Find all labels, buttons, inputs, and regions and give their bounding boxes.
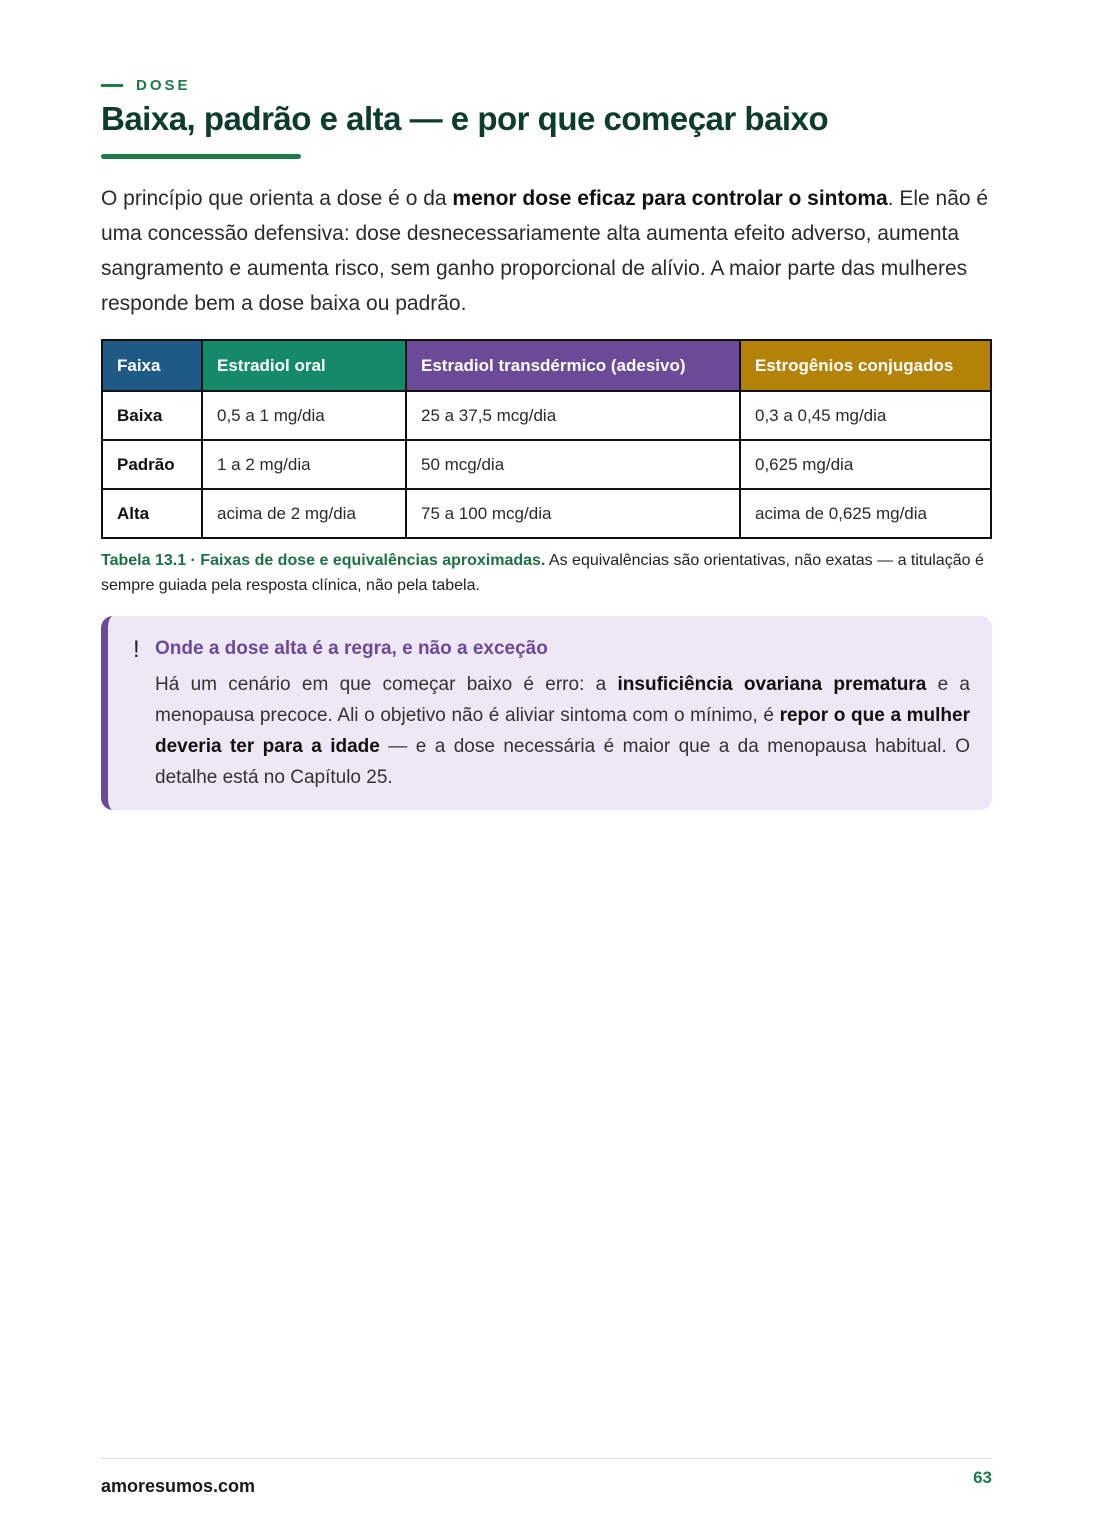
- row-label: Padrão: [102, 440, 202, 489]
- callout-title: Onde a dose alta é a regra, e não a exceção: [155, 638, 548, 659]
- callout-body: [155, 669, 970, 793]
- footer-divider: [101, 1458, 992, 1459]
- section-eyebrow: [101, 77, 191, 94]
- table-caption: [101, 548, 992, 598]
- page-title: Baixa, padrão e alta — e por que começar baixo: [101, 100, 829, 137]
- row-label: Baixa: [102, 391, 202, 440]
- table-cell: 50 mcg/dia: [406, 440, 740, 489]
- footer-site: amoresumos.com: [101, 1476, 256, 1496]
- callout-text-1: Há um cenário em que começar baixo é erro: a: [155, 674, 618, 695]
- header-estradiol-oral: Estradiol oral: [202, 340, 406, 391]
- table-row: [102, 391, 991, 440]
- table-cell: 1 a 2 mg/dia: [202, 440, 406, 489]
- table-row: [102, 489, 991, 538]
- table-cell: acima de 2 mg/dia: [202, 489, 406, 538]
- row-label: Alta: [102, 489, 202, 538]
- intro-emphasis: menor dose eficaz para controlar o sintoma: [452, 187, 888, 210]
- table-header-row: [102, 340, 991, 391]
- title-underline: [101, 154, 301, 159]
- eyebrow-label: DOSE: [136, 77, 191, 94]
- callout-emphasis-2: repor o que a mulher deveria ter para a idade: [155, 705, 971, 757]
- table-cell: 0,5 a 1 mg/dia: [202, 391, 406, 440]
- intro-paragraph: [101, 181, 992, 321]
- caption-label: Tabela 13.1 · Faixas de dose e equivalências aproximadas.: [101, 552, 546, 569]
- exclamation-icon: !: [133, 636, 140, 663]
- table-cell: 0,3 a 0,45 mg/dia: [740, 391, 991, 440]
- header-estrogenios-conjugados: Estrogênios conjugados: [740, 340, 991, 391]
- header-estradiol-transdermico: Estradiol transdérmico (adesivo): [406, 340, 740, 391]
- callout-text-2: e a menopausa precoce. Ali o objetivo não é aliviar sintoma com o mínimo, é: [155, 674, 971, 726]
- page-number: 63: [973, 1468, 992, 1487]
- table-cell: acima de 0,625 mg/dia: [740, 489, 991, 538]
- dose-table: [101, 339, 992, 539]
- intro-text-1: O princípio que orienta a dose é o da: [101, 187, 453, 210]
- eyebrow-dash: [101, 84, 123, 87]
- callout-text-3: — e a dose necessária é maior que a da menopausa habitual. O detalhe está no Capítulo 25.: [155, 736, 971, 788]
- intro-text-2: . Ele não é uma concessão defensiva: dose desnecessariamente alta aumenta efeito adverso, aumenta sangramento e aumenta risco, sem ganho proporcional de alívio. A maior parte das mulheres responde bem a dose baixa ou padrão.: [101, 187, 989, 315]
- table-cell: 25 a 37,5 mcg/dia: [406, 391, 740, 440]
- header-faixa: Faixa: [102, 340, 202, 391]
- callout-emphasis-1: insuficiência ovariana prematura: [617, 674, 927, 695]
- table-row: [102, 440, 991, 489]
- callout-box: [101, 616, 992, 810]
- caption-text: As equivalências são orientativas, não exatas — a titulação é sempre guiada pela resposta clínica, não pela tabela.: [101, 552, 984, 594]
- table-cell: 0,625 mg/dia: [740, 440, 991, 489]
- table-cell: 75 a 100 mcg/dia: [406, 489, 740, 538]
